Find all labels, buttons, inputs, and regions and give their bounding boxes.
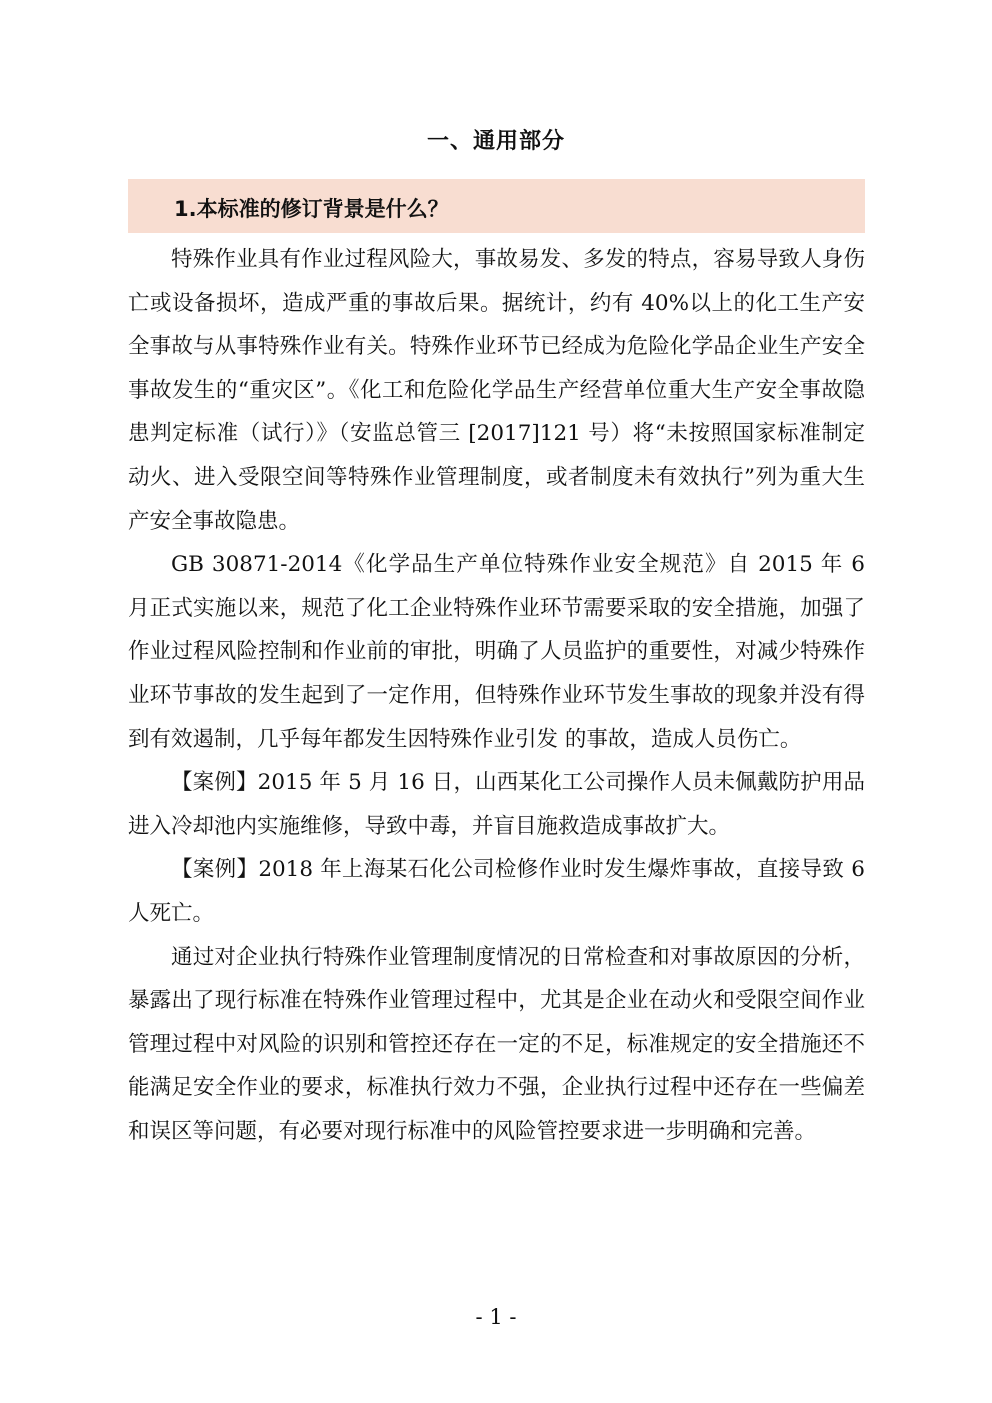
paragraph-analysis: 通过对企业执行特殊作业管理制度情况的日常检查和对事故原因的分析，暴露出了现行标准在特殊作业管理过程中，尤其是企业在动火和受限空间作业管理过程中对风险的识别和管控还存在一定的不足，标准规定的安全措施还不能满足安全作业的要求，标准执行效力不强，企业执行过程中还存在一些偏差和误区等问题，有必要对现行标准中的风险管控要求进一步明确和完善。	[128, 944, 865, 1144]
paragraph-case-1: 【案例】2015 年 5 月 16 日，山西某化工公司操作人员未佩戴防护用品进入冷却池内实施维修，导致中毒，并盲目施救造成事故扩大。	[128, 770, 865, 839]
body-text	[128, 238, 865, 1153]
paragraph-case-2: 【案例】2018 年上海某石化公司检修作业时发生爆炸事故，直接导致 6 人死亡。	[128, 857, 865, 926]
question-heading-bar	[128, 179, 865, 233]
section-title: 一、通用部分	[426, 129, 565, 154]
paragraph-background: 特殊作业具有作业过程风险大，事故易发、多发的特点，容易导致人身伤亡或设备损坏，造成严重的事故后果。据统计，约有 40%以上的化工生产安全事故与从事特殊作业有关。特殊作业环节已经成为危险化学品企业生产安全事故发生的“重灾区”。《化工和危险化学品生产经营单位重大生产安全事故隐患判定标准（试行）》（安监总管三 [2017]121 号）将“未按照国家标准制定动火、进入受限空间等特殊作业管理制度，或者制度未有效执行”列为重大生产安全事故隐患。	[128, 247, 865, 534]
paragraph-standard-history: GB 30871-2014《化学品生产单位特殊作业安全规范》自 2015 年 6 月正式实施以来，规范了化工企业特殊作业环节需要采取的安全措施，加强了作业过程风险控制和作业前的审批，明确了人员监护的重要性，对减少特殊作业环节事故的发生起到了一定作用，但特殊作业环节发生事故的现象并没有得到有效遏制，几乎每年都发生因特殊作业引发 的事故，造成人员伤亡。	[128, 552, 865, 752]
question-heading: 1.本标准的修订背景是什么？	[174, 197, 449, 221]
page-number: - 1 -	[475, 1305, 517, 1329]
